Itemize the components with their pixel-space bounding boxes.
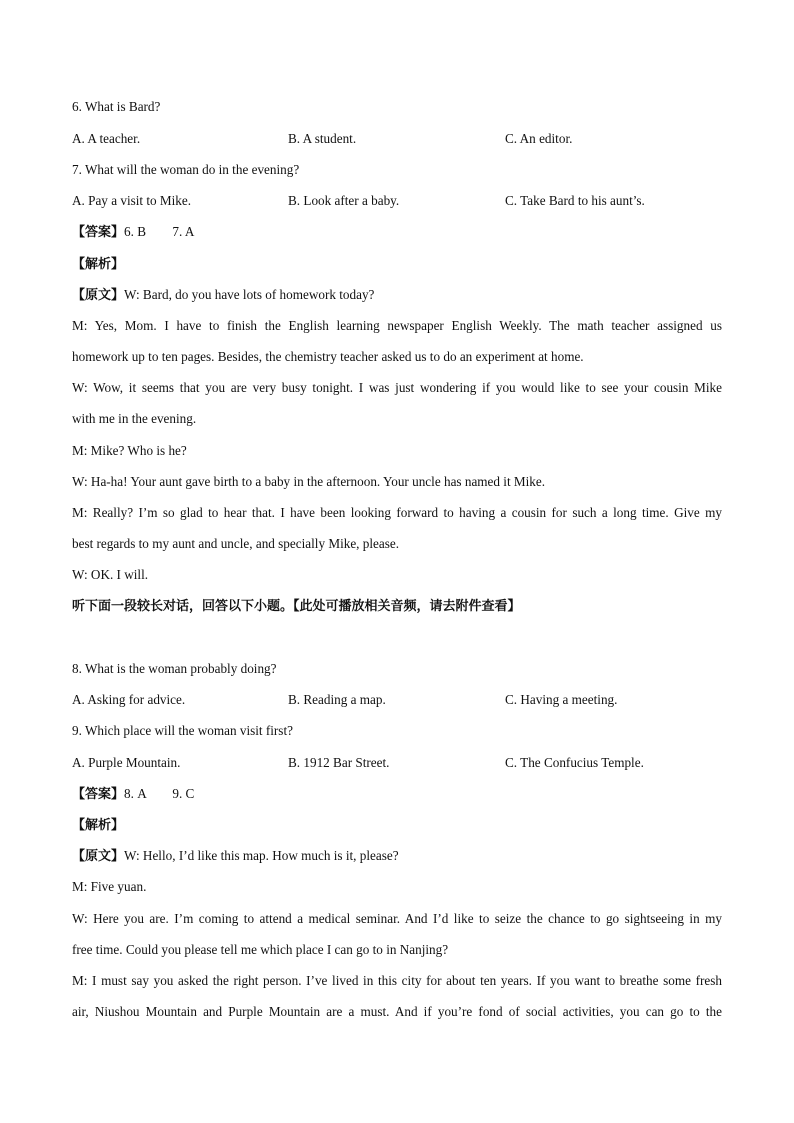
original-tag: 【原文】 <box>72 849 125 864</box>
answer-line-1 <box>72 223 722 242</box>
transcript-line: best regards to my aunt and uncle, and specially Mike, please. <box>72 536 400 551</box>
option-c: C. Having a meeting. <box>505 692 618 707</box>
question-8-stem: 8. What is the woman probably doing? <box>72 661 277 676</box>
question-6-stem: 6. What is Bard? <box>72 99 161 114</box>
transcript-line: M: Five yuan. <box>72 879 147 894</box>
original-tag: 【原文】 <box>72 288 125 303</box>
transcript-line: M: Mike? Who is he? <box>72 443 187 458</box>
transcript-line: W: Here you are. I’m coming to attend a medical seminar. And I’d like to seize the chance to go sightseeing in my <box>72 911 722 926</box>
question-9-stem: 9. Which place will the woman visit first? <box>72 723 293 738</box>
transcript-line: M: I must say you asked the right person. I’ve lived in this city for about ten years. If you want to breathe some fresh <box>72 973 722 988</box>
answer-line-2 <box>72 785 722 804</box>
transcript-line: with me in the evening. <box>72 411 197 426</box>
question-7-stem: 7. What will the woman do in the evening? <box>72 162 300 177</box>
analysis-tag-2 <box>72 816 722 835</box>
transcript-line <box>72 847 722 866</box>
answer-tag: 【答案】 <box>72 225 125 240</box>
answer-text: 6. B 7. A <box>124 224 195 239</box>
option-b: B. A student. <box>288 131 357 146</box>
option-b: B. Reading a map. <box>288 692 386 707</box>
transcript-line: free time. Could you please tell me which place I can go to in Nanjing? <box>72 942 449 957</box>
option-a: A. A teacher. <box>72 131 141 146</box>
analysis-label: 【解析】 <box>72 818 125 833</box>
option-b: B. 1912 Bar Street. <box>288 755 390 770</box>
option-b: B. Look after a baby. <box>288 193 400 208</box>
option-c: C. The Confucius Temple. <box>505 755 644 770</box>
option-c: C. Take Bard to his aunt’s. <box>505 193 645 208</box>
transcript-line: W: Ha-ha! Your aunt gave birth to a baby in the afternoon. Your uncle has named it Mike. <box>72 474 546 489</box>
listening-instruction: 听下面一段较长对话，回答以下小题。【此处可播放相关音频，请去附件查看】 <box>72 599 521 614</box>
transcript-line: air, Niushou Mountain and Purple Mountain are a must. And if you’re fond of social activities, you can go to the <box>72 1004 722 1019</box>
transcript-line: W: Wow, it seems that you are very busy tonight. I was just wondering if you would like to see your cousin Mike <box>72 380 722 395</box>
transcript-line: W: OK. I will. <box>72 567 149 582</box>
answer-text: 8. A 9. C <box>124 786 195 801</box>
option-c: C. An editor. <box>505 131 573 146</box>
option-a: A. Pay a visit to Mike. <box>72 193 192 208</box>
transcript-text: W: Bard, do you have lots of homework today? <box>124 287 375 302</box>
transcript-text: W: Hello, I’d like this map. How much is it, please? <box>124 848 399 863</box>
analysis-tag-1 <box>72 255 722 274</box>
answer-tag: 【答案】 <box>72 787 125 802</box>
option-a: A. Purple Mountain. <box>72 755 181 770</box>
transcript-line: M: Yes, Mom. I have to finish the English learning newspaper English Weekly. The math teacher assigned us <box>72 318 722 333</box>
transcript-line <box>72 286 722 305</box>
analysis-label: 【解析】 <box>72 257 125 272</box>
option-a: A. Asking for advice. <box>72 692 186 707</box>
transcript-line: M: Really? I’m so glad to hear that. I have been looking forward to having a cousin for such a long time. Give my <box>72 505 722 520</box>
transcript-line: homework up to ten pages. Besides, the chemistry teacher asked us to do an experiment at home. <box>72 349 584 364</box>
